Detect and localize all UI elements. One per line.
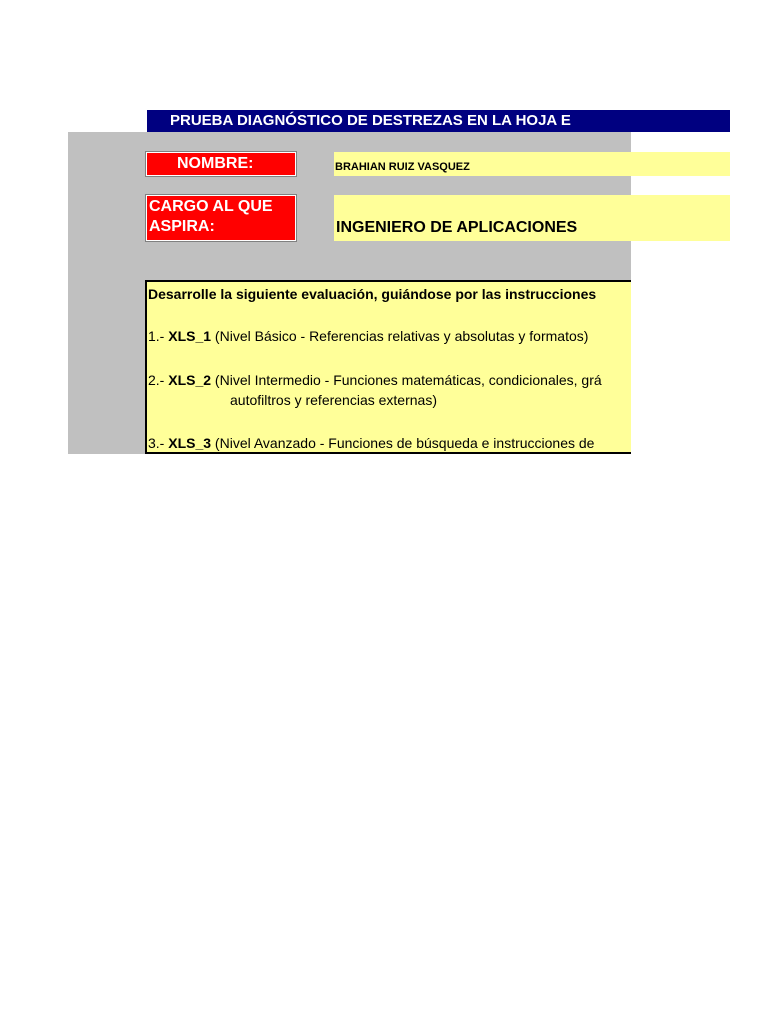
cargo-label-line2: ASPIRA: — [149, 218, 215, 235]
item-code: XLS_1 — [168, 328, 212, 344]
nombre-label: NOMBRE: — [146, 152, 296, 176]
list-item — [148, 435, 594, 451]
item-code: XLS_3 — [168, 435, 212, 451]
item-continuation: autofiltros y referencias externas) — [230, 392, 437, 408]
item-description: (Nivel Intermedio - Funciones matemáticas, condicionales, grá — [211, 372, 602, 388]
item-description: (Nivel Avanzado - Funciones de búsqueda e instrucciones de — [211, 435, 595, 451]
cargo-field[interactable]: INGENIERO DE APLICACIONES — [334, 195, 730, 241]
instructions-box — [145, 280, 631, 454]
list-item — [148, 328, 588, 344]
item-prefix: 3.- — [148, 435, 169, 451]
item-prefix: 1.- — [148, 328, 169, 344]
cargo-label — [146, 195, 296, 241]
item-description: (Nivel Básico - Referencias relativas y absolutas y formatos) — [211, 328, 589, 344]
cargo-label-line1: CARGO AL QUE — [149, 198, 273, 215]
document-title-text: PRUEBA DIAGNÓSTICO DE DESTREZAS EN LA HOJA E — [170, 112, 571, 129]
nombre-field[interactable]: BRAHIAN RUIZ VASQUEZ — [334, 152, 730, 176]
item-code: XLS_2 — [168, 372, 212, 388]
document-title — [147, 110, 730, 132]
list-item — [148, 372, 602, 388]
item-prefix: 2.- — [148, 372, 169, 388]
instructions-heading: Desarrolle la siguiente evaluación, guiándose por las instrucciones — [148, 286, 597, 302]
